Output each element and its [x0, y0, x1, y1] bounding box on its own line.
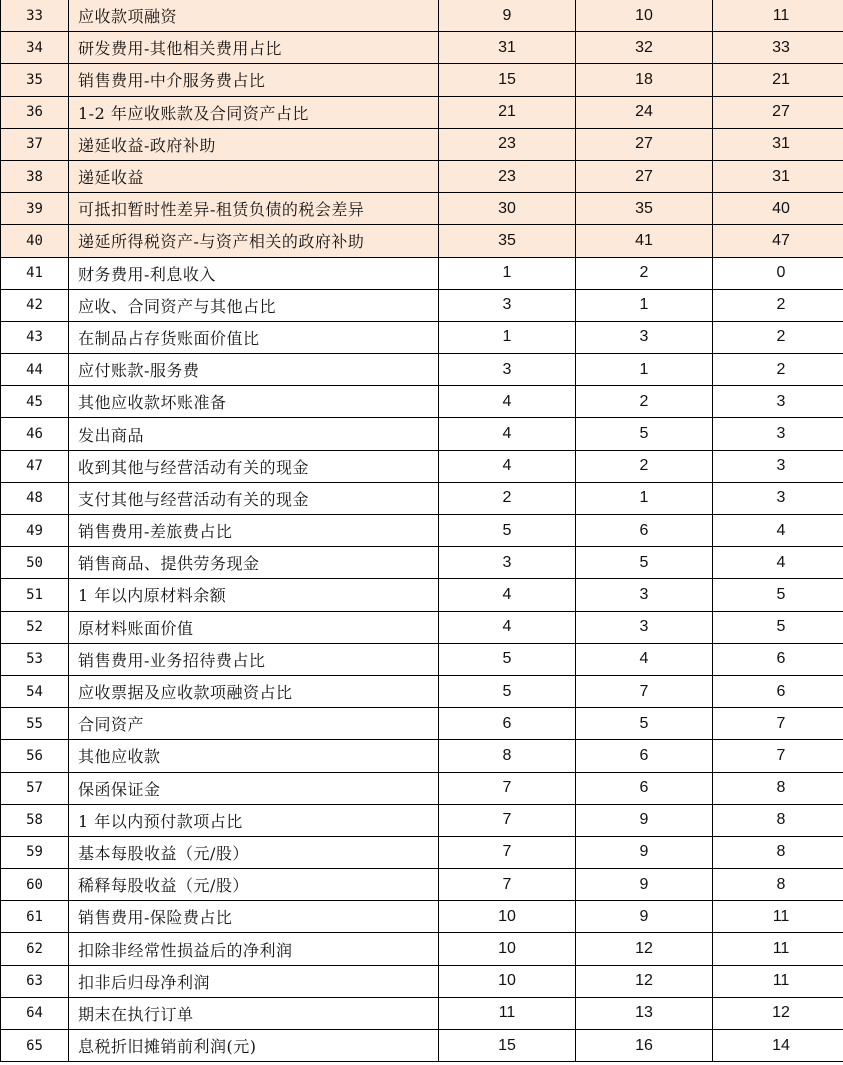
value-cell-3: 3 [713, 482, 843, 514]
value-cell-2: 32 [576, 32, 713, 64]
value-cell-3: 11 [713, 933, 843, 965]
value-cell-1: 9 [439, 0, 576, 32]
table-row [1, 740, 843, 772]
value-cell-1: 6 [439, 708, 576, 740]
table-row [1, 675, 843, 707]
value-cell-1: 23 [439, 128, 576, 160]
table-row [1, 708, 843, 740]
value-cell-3: 8 [713, 836, 843, 868]
value-cell-3: 7 [713, 708, 843, 740]
value-cell-1: 4 [439, 611, 576, 643]
indicator-name-cell: 期末在执行订单 [69, 997, 439, 1029]
indicator-table-body [1, 0, 843, 1062]
value-cell-2: 9 [576, 869, 713, 901]
value-cell-3: 2 [713, 354, 843, 386]
value-cell-2: 3 [576, 579, 713, 611]
value-cell-2: 6 [576, 740, 713, 772]
value-cell-1: 5 [439, 515, 576, 547]
indicator-name-cell: 扣非后归母净利润 [69, 965, 439, 997]
value-cell-2: 18 [576, 64, 713, 96]
value-cell-2: 7 [576, 675, 713, 707]
value-cell-1: 2 [439, 482, 576, 514]
value-cell-2: 2 [576, 450, 713, 482]
table-row [1, 965, 843, 997]
table-row [1, 193, 843, 225]
value-cell-2: 4 [576, 643, 713, 675]
table-row [1, 128, 843, 160]
table-row [1, 515, 843, 547]
value-cell-3: 6 [713, 675, 843, 707]
value-cell-1: 10 [439, 901, 576, 933]
table-row [1, 354, 843, 386]
indicator-name-cell: 合同资产 [69, 708, 439, 740]
row-index-cell: 45 [1, 386, 69, 418]
indicator-name-cell: 递延收益 [69, 160, 439, 192]
value-cell-2: 35 [576, 193, 713, 225]
value-cell-1: 5 [439, 675, 576, 707]
row-index-cell: 46 [1, 418, 69, 450]
row-index-cell: 52 [1, 611, 69, 643]
value-cell-1: 1 [439, 257, 576, 289]
row-index-cell: 44 [1, 354, 69, 386]
value-cell-2: 12 [576, 965, 713, 997]
row-index-cell: 35 [1, 64, 69, 96]
table-row [1, 836, 843, 868]
table-row [1, 547, 843, 579]
row-index-cell: 36 [1, 96, 69, 128]
row-index-cell: 41 [1, 257, 69, 289]
indicator-name-cell: 应收票据及应收款项融资占比 [69, 675, 439, 707]
value-cell-1: 5 [439, 643, 576, 675]
table-row [1, 32, 843, 64]
value-cell-1: 31 [439, 32, 576, 64]
row-index-cell: 53 [1, 643, 69, 675]
table-row [1, 386, 843, 418]
value-cell-3: 5 [713, 579, 843, 611]
row-index-cell: 42 [1, 289, 69, 321]
value-cell-2: 41 [576, 225, 713, 257]
indicator-name-cell: 应收、合同资产与其他占比 [69, 289, 439, 321]
value-cell-1: 15 [439, 64, 576, 96]
indicator-name-cell: 销售费用-业务招待费占比 [69, 643, 439, 675]
value-cell-3: 40 [713, 193, 843, 225]
table-row [1, 869, 843, 901]
row-index-cell: 54 [1, 675, 69, 707]
row-index-cell: 61 [1, 901, 69, 933]
value-cell-3: 31 [713, 160, 843, 192]
row-index-cell: 62 [1, 933, 69, 965]
row-index-cell: 48 [1, 482, 69, 514]
row-index-cell: 49 [1, 515, 69, 547]
table-row [1, 289, 843, 321]
value-cell-3: 5 [713, 611, 843, 643]
value-cell-2: 13 [576, 997, 713, 1029]
indicator-name-cell: 递延所得税资产-与资产相关的政府补助 [69, 225, 439, 257]
table-row [1, 321, 843, 353]
indicator-name-cell: 息税折旧摊销前利润(元) [69, 1030, 439, 1062]
table-row [1, 643, 843, 675]
value-cell-2: 2 [576, 386, 713, 418]
value-cell-2: 3 [576, 321, 713, 353]
value-cell-1: 3 [439, 547, 576, 579]
value-cell-3: 3 [713, 386, 843, 418]
value-cell-2: 12 [576, 933, 713, 965]
value-cell-1: 10 [439, 965, 576, 997]
row-index-cell: 39 [1, 193, 69, 225]
value-cell-3: 0 [713, 257, 843, 289]
value-cell-2: 1 [576, 354, 713, 386]
value-cell-2: 1 [576, 289, 713, 321]
value-cell-3: 31 [713, 128, 843, 160]
row-index-cell: 56 [1, 740, 69, 772]
value-cell-1: 7 [439, 772, 576, 804]
indicator-name-cell: 应付账款-服务费 [69, 354, 439, 386]
value-cell-3: 11 [713, 965, 843, 997]
value-cell-3: 3 [713, 418, 843, 450]
table-row [1, 901, 843, 933]
value-cell-2: 9 [576, 901, 713, 933]
row-index-cell: 59 [1, 836, 69, 868]
value-cell-2: 27 [576, 160, 713, 192]
value-cell-2: 3 [576, 611, 713, 643]
indicator-name-cell: 保函保证金 [69, 772, 439, 804]
indicator-name-cell: 扣除非经常性损益后的净利润 [69, 933, 439, 965]
indicator-name-cell: 基本每股收益（元/股） [69, 836, 439, 868]
value-cell-1: 21 [439, 96, 576, 128]
row-index-cell: 33 [1, 0, 69, 32]
indicator-name-cell: 销售费用-差旅费占比 [69, 515, 439, 547]
row-index-cell: 60 [1, 869, 69, 901]
indicator-name-cell: 可抵扣暂时性差异-租赁负债的税会差异 [69, 193, 439, 225]
value-cell-2: 6 [576, 772, 713, 804]
indicator-name-cell: 1 年以内预付款项占比 [69, 804, 439, 836]
table-row [1, 1030, 843, 1062]
value-cell-1: 11 [439, 997, 576, 1029]
row-index-cell: 57 [1, 772, 69, 804]
value-cell-2: 6 [576, 515, 713, 547]
value-cell-2: 5 [576, 547, 713, 579]
row-index-cell: 64 [1, 997, 69, 1029]
value-cell-3: 27 [713, 96, 843, 128]
value-cell-3: 11 [713, 0, 843, 32]
value-cell-3: 14 [713, 1030, 843, 1062]
value-cell-3: 47 [713, 225, 843, 257]
indicator-name-cell: 支付其他与经营活动有关的现金 [69, 482, 439, 514]
value-cell-2: 10 [576, 0, 713, 32]
indicator-name-cell: 销售费用-保险费占比 [69, 901, 439, 933]
value-cell-2: 9 [576, 836, 713, 868]
value-cell-1: 35 [439, 225, 576, 257]
table-row [1, 579, 843, 611]
value-cell-2: 16 [576, 1030, 713, 1062]
row-index-cell: 38 [1, 160, 69, 192]
value-cell-3: 3 [713, 450, 843, 482]
value-cell-1: 7 [439, 869, 576, 901]
table-row [1, 257, 843, 289]
indicator-name-cell: 发出商品 [69, 418, 439, 450]
table-row [1, 160, 843, 192]
value-cell-3: 12 [713, 997, 843, 1029]
row-index-cell: 47 [1, 450, 69, 482]
row-index-cell: 37 [1, 128, 69, 160]
table-row [1, 804, 843, 836]
value-cell-3: 4 [713, 547, 843, 579]
value-cell-3: 8 [713, 772, 843, 804]
table-row [1, 772, 843, 804]
table-row [1, 225, 843, 257]
value-cell-3: 33 [713, 32, 843, 64]
value-cell-3: 8 [713, 804, 843, 836]
value-cell-1: 7 [439, 836, 576, 868]
value-cell-3: 11 [713, 901, 843, 933]
indicator-name-cell: 销售费用-中介服务费占比 [69, 64, 439, 96]
indicator-name-cell: 销售商品、提供劳务现金 [69, 547, 439, 579]
row-index-cell: 40 [1, 225, 69, 257]
value-cell-1: 4 [439, 450, 576, 482]
value-cell-2: 27 [576, 128, 713, 160]
value-cell-3: 6 [713, 643, 843, 675]
value-cell-1: 3 [439, 289, 576, 321]
value-cell-2: 1 [576, 482, 713, 514]
table-row [1, 450, 843, 482]
value-cell-3: 21 [713, 64, 843, 96]
row-index-cell: 58 [1, 804, 69, 836]
indicator-name-cell: 其他应收款 [69, 740, 439, 772]
row-index-cell: 55 [1, 708, 69, 740]
value-cell-3: 7 [713, 740, 843, 772]
value-cell-2: 5 [576, 418, 713, 450]
value-cell-1: 3 [439, 354, 576, 386]
value-cell-3: 8 [713, 869, 843, 901]
value-cell-3: 2 [713, 321, 843, 353]
table-row [1, 0, 843, 32]
indicator-name-cell: 应收款项融资 [69, 0, 439, 32]
indicator-name-cell: 收到其他与经营活动有关的现金 [69, 450, 439, 482]
table-row [1, 933, 843, 965]
table-row [1, 611, 843, 643]
table-row [1, 64, 843, 96]
row-index-cell: 34 [1, 32, 69, 64]
indicator-name-cell: 原材料账面价值 [69, 611, 439, 643]
row-index-cell: 51 [1, 579, 69, 611]
table-row [1, 997, 843, 1029]
indicator-name-cell: 其他应收款坏账准备 [69, 386, 439, 418]
value-cell-1: 30 [439, 193, 576, 225]
row-index-cell: 65 [1, 1030, 69, 1062]
indicator-name-cell: 在制品占存货账面价值比 [69, 321, 439, 353]
value-cell-1: 23 [439, 160, 576, 192]
table-row [1, 482, 843, 514]
indicator-name-cell: 财务费用-利息收入 [69, 257, 439, 289]
value-cell-1: 1 [439, 321, 576, 353]
value-cell-1: 7 [439, 804, 576, 836]
indicator-name-cell: 研发费用-其他相关费用占比 [69, 32, 439, 64]
value-cell-1: 10 [439, 933, 576, 965]
row-index-cell: 50 [1, 547, 69, 579]
value-cell-3: 2 [713, 289, 843, 321]
value-cell-3: 4 [713, 515, 843, 547]
value-cell-2: 9 [576, 804, 713, 836]
value-cell-1: 4 [439, 418, 576, 450]
row-index-cell: 63 [1, 965, 69, 997]
table-row [1, 96, 843, 128]
value-cell-1: 8 [439, 740, 576, 772]
value-cell-2: 2 [576, 257, 713, 289]
value-cell-1: 15 [439, 1030, 576, 1062]
value-cell-2: 5 [576, 708, 713, 740]
indicator-name-cell: 稀释每股收益（元/股） [69, 869, 439, 901]
row-index-cell: 43 [1, 321, 69, 353]
indicator-name-cell: 递延收益-政府补助 [69, 128, 439, 160]
value-cell-2: 24 [576, 96, 713, 128]
indicator-name-cell: 1-2 年应收账款及合同资产占比 [69, 96, 439, 128]
indicator-name-cell: 1 年以内原材料余额 [69, 579, 439, 611]
value-cell-1: 4 [439, 579, 576, 611]
table-row [1, 418, 843, 450]
value-cell-1: 4 [439, 386, 576, 418]
